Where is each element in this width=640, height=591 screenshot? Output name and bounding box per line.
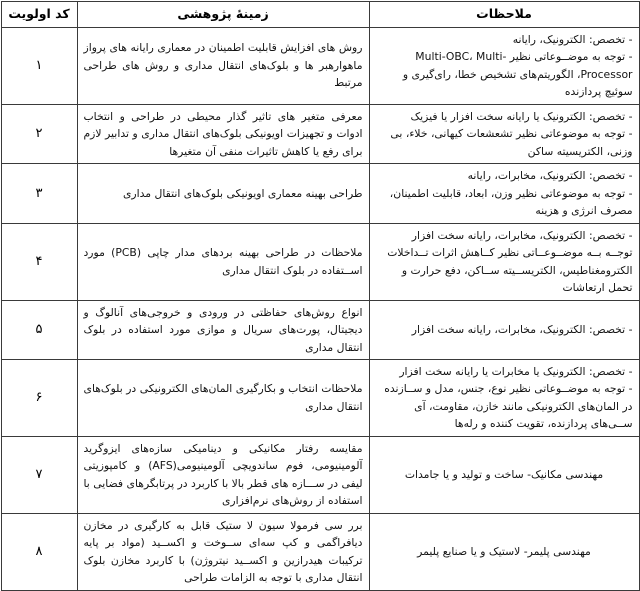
cell-research-field: روش های افزایش قابلیت اطمینان در معماری رایانه های پرواز ماهوارهبر ها و بلوک‌های انتقال مداری و روش های طراحی مرتبط bbox=[77, 27, 369, 104]
cell-research-field: انواع روش‌های حفاظتی در ورودی و خروجی‌های آنالوگ و دیجیتال، پورت‌های سریال و موازی مورد استفاده در بلوک انتقال مداری bbox=[77, 300, 369, 359]
column-header-notes: ملاحظات bbox=[369, 2, 639, 28]
note-line: - تخصص: الکترونیک یا رایانه سخت افزار یا فیزیک bbox=[410, 109, 633, 123]
cell-research-field: برر سی فرمولا سیون لا ستیک قابل به کارگیری در مخازن دیافراگمی و کپ سه‌ای ســوخت و اکســید (مواد بر پایه ترکیبات هیدرازین و اکســید نیتروژن) با کاربرد مخازن بلوک انتقال مداری با توجه به الزامات طراحی bbox=[77, 513, 369, 590]
research-priority-table bbox=[1, 1, 640, 591]
cell-notes bbox=[369, 436, 639, 513]
cell-research-field: ملاحظات انتخاب و بکارگیری المان‌های الکترونیکی در بلوک‌های انتقال مداری bbox=[77, 359, 369, 436]
cell-priority-code: ۶ bbox=[1, 359, 77, 436]
table-row bbox=[1, 436, 639, 513]
cell-notes bbox=[369, 300, 639, 359]
table-row bbox=[1, 27, 639, 104]
cell-notes bbox=[369, 104, 639, 163]
note-line: - تخصص: الکترونیک یا مخابرات یا رایانه سخت افزار bbox=[399, 364, 633, 378]
cell-research-field: مقایسه رفتار مکانیکی و دینامیکی سازه‌های ایزوگرید آلومینیومی، فوم ساندویچی آلومینیومی(AFS) و کامپوزیتی لیفی در ســـازه های قطر بالا با کاربرد در پرتابگرهای فضایی با استفاده از روش‌های نرم‌افزاری bbox=[77, 436, 369, 513]
cell-notes bbox=[369, 513, 639, 590]
cell-priority-code: ۲ bbox=[1, 104, 77, 163]
table-container bbox=[0, 1, 640, 591]
table-row bbox=[1, 359, 639, 436]
note-line: - تخصص: الکترونیک، مخابرات، رایانه bbox=[467, 169, 633, 183]
cell-priority-code: ۱ bbox=[1, 27, 77, 104]
note-line: مهندسی مکانیک- ساخت و تولید و یا جامدات bbox=[404, 468, 604, 482]
table-row bbox=[1, 104, 639, 163]
cell-notes bbox=[369, 223, 639, 300]
cell-priority-code: ۸ bbox=[1, 513, 77, 590]
cell-priority-code: ۴ bbox=[1, 223, 77, 300]
cell-research-field: طراحی بهینه معماری اویونیکی بلوک‌های انتقال مداری bbox=[77, 164, 369, 223]
cell-notes bbox=[369, 359, 639, 436]
note-line: توجــه بــه موضــوعــاتی نظیر کــاهش اثرات تــداخلات الکترومغناطیس، الکتریســیته ســاکن، دفع حرارت و تحمل ارتعاشات bbox=[387, 246, 633, 295]
table-body bbox=[1, 27, 639, 590]
column-header-research-field: زمینهٔ پژوهشی bbox=[77, 2, 369, 28]
table-row bbox=[1, 300, 639, 359]
table-row bbox=[1, 164, 639, 223]
cell-priority-code: ۷ bbox=[1, 436, 77, 513]
table-header bbox=[1, 2, 639, 28]
note-line: - توجه به موضــوعاتی نظیر نوع، جنس، مدل و ســازنده در المان‌های الکترونیکی مانند خازن، مقاومت، آی ســی‌های پردازنده، تقویت کننده و رله‌ها bbox=[384, 382, 633, 431]
cell-research-field: ملاحظات در طراحی بهینه بردهای مدار چاپی (PCB) مورد اســتفاده در بلوک انتقال مداری bbox=[77, 223, 369, 300]
table-row bbox=[1, 223, 639, 300]
cell-research-field: معرفی متغیر های تاثیر گذار محیطی در طراحی و انتخاب ادوات و تجهیزات اویونیکی بلوک‌های انتقال مداری و تدابیر لازم برای رفع یا کاهش تاثیرات منفی آن متغیرها bbox=[77, 104, 369, 163]
column-header-priority-code: کد اولویت bbox=[1, 2, 77, 28]
cell-priority-code: ۳ bbox=[1, 164, 77, 223]
note-line: مهندسی پلیمر- لاستیک و یا صنایع پلیمر bbox=[417, 545, 591, 559]
cell-priority-code: ۵ bbox=[1, 300, 77, 359]
cell-notes bbox=[369, 27, 639, 104]
table-row bbox=[1, 513, 639, 590]
table-header-row bbox=[1, 2, 639, 28]
note-line: - تخصص: الکترونیک، رایانه bbox=[512, 32, 633, 46]
cell-notes bbox=[369, 164, 639, 223]
note-line: - توجه به موضــوعاتی نظیر Multi-OBC، Multi-Processor، الگوریتم‌های تشخیص خطا، رای‌گیری و سوئیچ پردازنده bbox=[402, 50, 633, 99]
note-line: - توجه به موضوعاتی نظیر تشعشعات کیهانی، خلاء، بی وزنی، الکتریسیته ساکن bbox=[390, 127, 633, 158]
note-line: - تخصص: الکترونیک، مخابرات، رایانه سخت افزار bbox=[411, 323, 633, 337]
note-line: - توجه به موضوعاتی نظیر وزن، ابعاد، قابلیت اطمینان، مصرف انرژی و هزینه bbox=[389, 186, 633, 218]
note-line: - تخصص: الکترونیک، مخابرات، رایانه سخت افزار bbox=[411, 228, 633, 242]
